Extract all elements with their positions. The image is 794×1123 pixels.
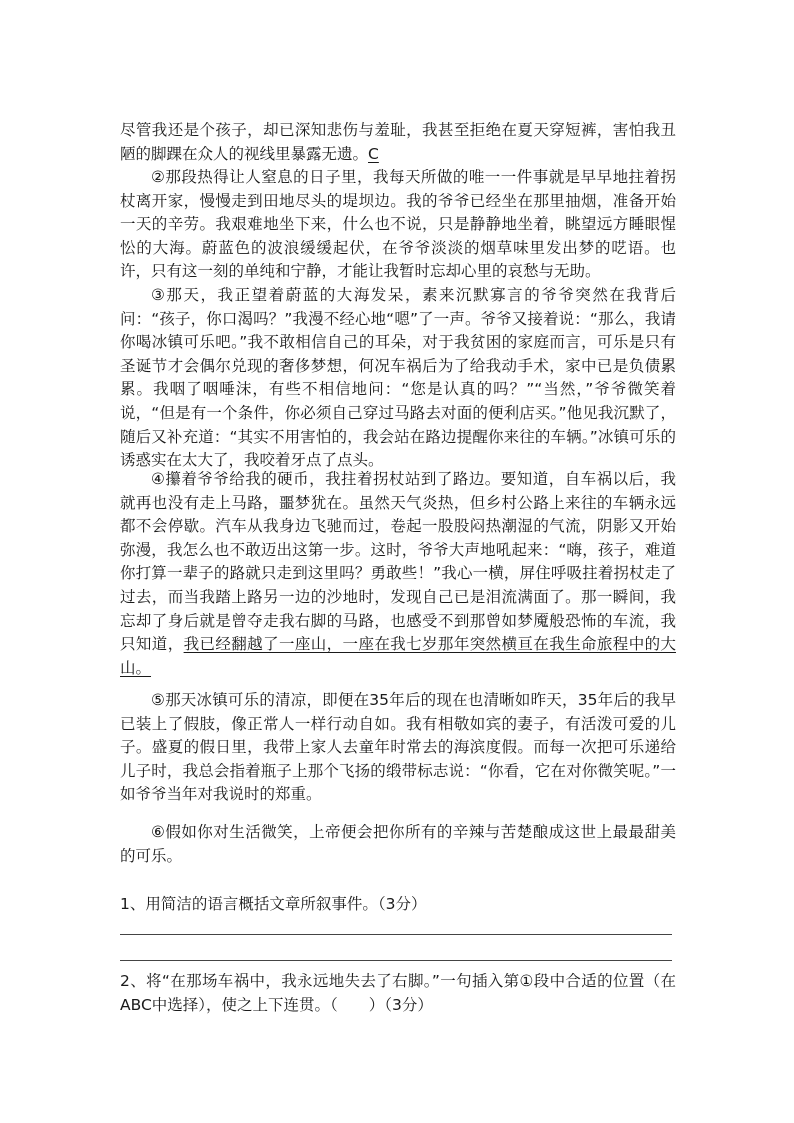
underlined-sentence: 我已经翻越了一座山，一座在我七岁那年突然横亘在我生命旅程中的大山。 <box>120 635 676 677</box>
paragraph-5: ⑤那天冰镇可乐的清凉，即便在35年后的现在也清晰如昨天，35年后的我早已装上了假肢，像正常人一样行动自如。我有相敬如宾的妻子，有活泼可爱的儿子。盛夏的假日里，我带上家人去童年时常去的海滨度假。而每一次把可乐递给儿子时，我总会指着瓶子上那个飞扬的缎带标志说：“你看，它在对你微笑呢。”一如爷爷当年对我说时的郑重。 <box>120 691 676 804</box>
answer-line-1[interactable] <box>120 934 672 935</box>
blank-marker-c: C <box>368 144 379 163</box>
paragraph-4 <box>120 468 676 680</box>
paragraph-2: ②那段热得让人窒息的日子里，我每天所做的唯一一件事就是早早地拄着拐杖离开家，慢慢走到田地尽头的堤坝边。我的爷爷已经坐在那里抽烟，准备开始一天的辛劳。我艰难地坐下来，什么也不说，只是静静地坐着，眺望远方睡眼惺忪的大海。蔚蓝色的波浪缓缓起伏，在爷爷淡淡的烟草味里发出梦的呓语。也许，只有这一刻的单纯和宁静，才能让我暂时忘却心里的哀愁与无助。 <box>120 168 676 281</box>
paragraph-1-continuation <box>120 119 676 166</box>
paragraph-6: ⑥假如你对生活微笑，上帝便会把你所有的辛辣与苦楚酿成这世上最最甜美的可乐。 <box>120 823 676 865</box>
paragraph-3: ③那天，我正望着蔚蓝的大海发呆，素来沉默寡言的爷爷突然在我背后问：“孩子，你口渴吗？”我漫不经心地“嗯”了一声。爷爷又接着说：“那么，我请你喝冰镇可乐吧。”我不敢相信自己的耳朵，对于我贫困的家庭而言，可乐是只有圣诞节才会偶尔兑现的奢侈梦想，何况车祸后为了给我动手术，家中已是负债累累。我咽了咽唾沫，有些不相信地问：“您是认真的吗？”“当然，”爷爷微笑着说，“但是有一个条件，你必须自己穿过马路去对面的便利店买。”他见我沉默了，随后又补充道：“其实不用害怕的，我会站在路边提醒你来往的车辆。”冰镇可乐的诱惑实在太大了，我咬着牙点了点头。 <box>120 286 676 470</box>
question-1: 1、用简洁的语言概括文章所叙事件。（3分） <box>120 895 427 913</box>
paragraph-1-text: 尽管我还是个孩子，却已深知悲伤与羞耻，我甚至拒绝在夏天穿短裤，害怕我丑陋的脚踝在众人的视线里暴露无遗。 <box>120 121 676 163</box>
question-2: 2、将“在那场车祸中，我永远地失去了右脚。”一句插入第①段中合适的位置（在ABC中选择），使之上下连贯。（ ）（3分） <box>120 972 676 1014</box>
paragraph-4-text: ④攥着爷爷给我的硬币，我拄着拐杖站到了路边。要知道，自车祸以后，我就再也没有走上马路，噩梦犹在。虽然天气炎热，但乡村公路上来往的车辆永远都不会停歇。汽车从我身边飞驰而过，卷起一股股闷热潮湿的气流，阴影又开始弥漫，我怎么也不敢迈出这第一步。这时，爷爷大声地吼起来：“嗨，孩子，难道你打算一辈子的路就只走到这里吗？勇敢些！”我心一横，屏住呼吸拄着拐杖走了过去，而当我踏上路另一边的沙地时，发现自己已是泪流满面了。那一瞬间，我忘却了身后就是曾夺走我右脚的马路，也感受不到那曾如梦魇般恐怖的车流，我只知道， <box>120 470 676 654</box>
answer-line-2[interactable] <box>120 960 672 961</box>
